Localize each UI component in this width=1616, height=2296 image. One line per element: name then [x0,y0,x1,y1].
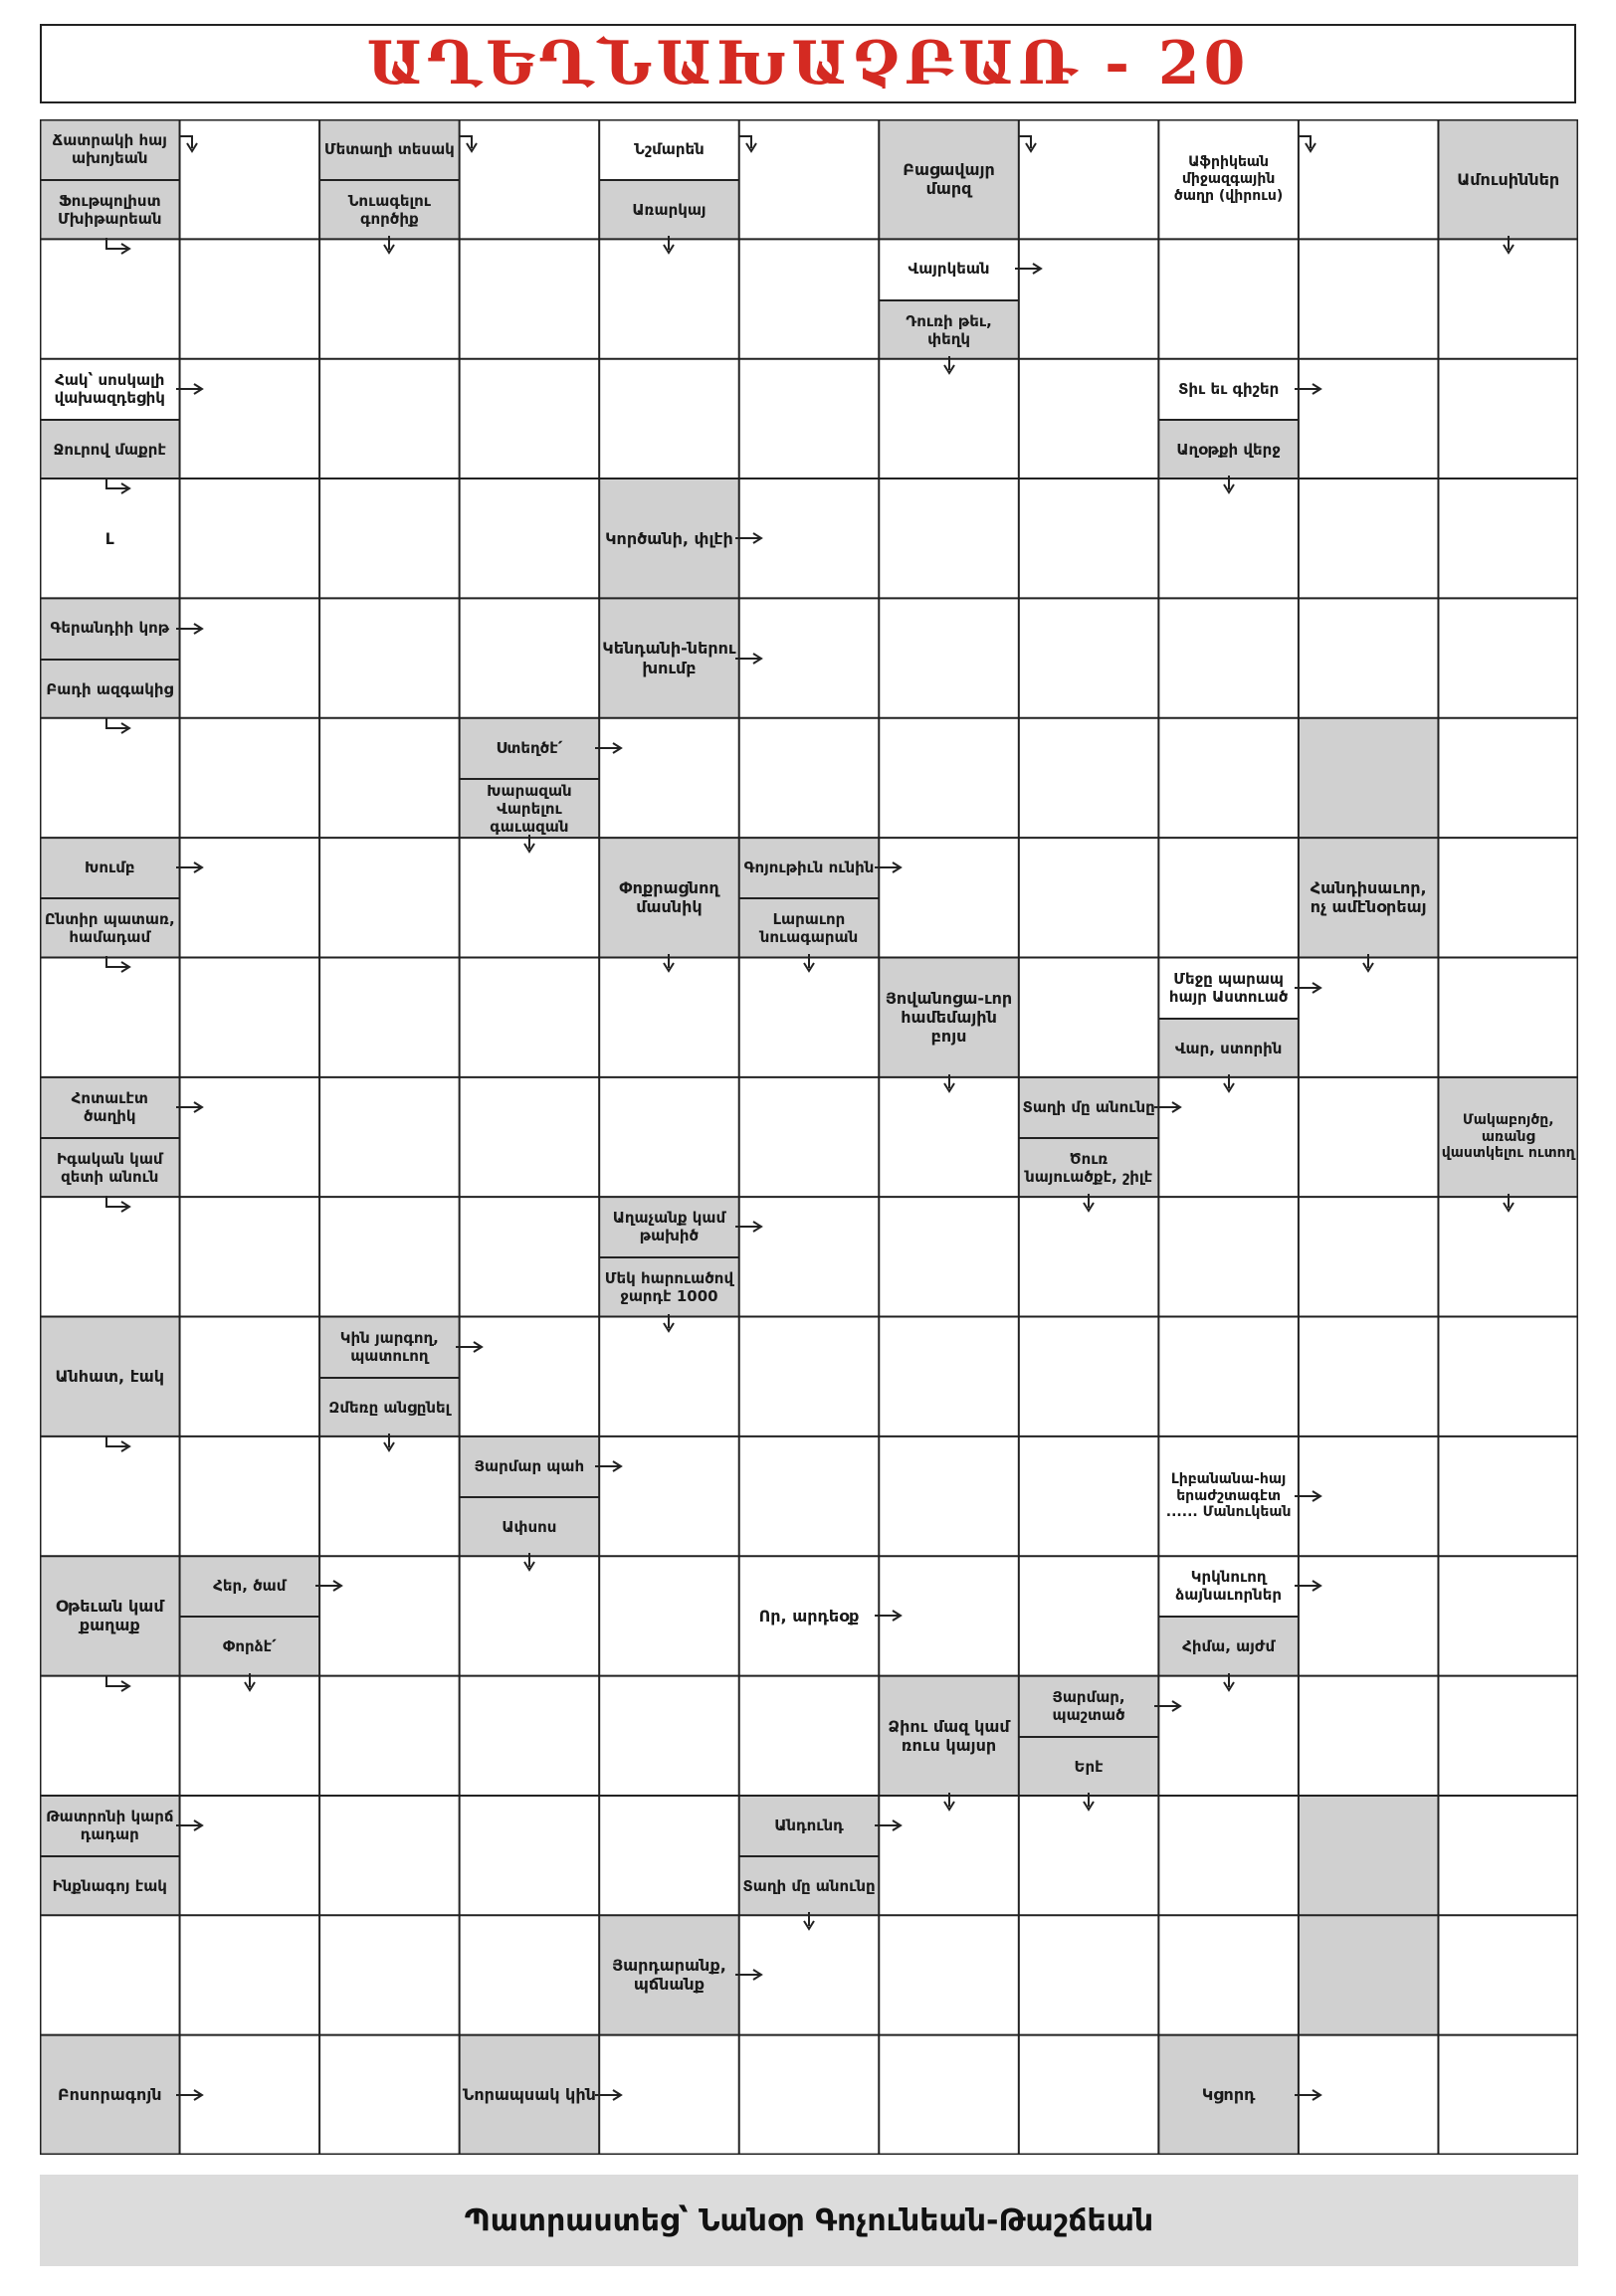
answer-cell[interactable] [460,478,600,598]
answer-cell[interactable] [319,718,460,838]
clue-text: Կրկնուող ձայնաւորներ [1158,1556,1299,1616]
answer-cell[interactable] [599,1676,739,1796]
answer-cell[interactable] [599,1796,739,1915]
clue-text: Ճատրակի հայ ախոյեան [40,119,180,179]
answer-cell[interactable] [1438,478,1578,598]
clue-text: Ձիու մազ կամ ռուս կայսր [879,1676,1019,1796]
answer-cell[interactable] [1158,718,1299,838]
answer-cell[interactable] [460,1197,600,1316]
answer-cell[interactable] [1158,598,1299,717]
answer-cell[interactable] [1158,1796,1299,1915]
answer-cell[interactable] [1299,478,1439,598]
arrow-icon [1212,475,1246,494]
answer-cell[interactable] [319,359,460,478]
arrow-icon [103,237,137,257]
answer-cell[interactable] [1438,2035,1578,2155]
answer-cell[interactable] [180,1436,320,1556]
arrow-icon [174,1097,208,1117]
answer-cell[interactable] [1019,478,1159,598]
answer-cell[interactable] [1299,1317,1439,1436]
answer-cell[interactable] [180,838,320,957]
answer-cell[interactable] [599,1556,739,1675]
clue-text: Մակաբոյծը, առանց վաստկելու ուտող [1438,1077,1578,1197]
answer-cell[interactable] [1438,1197,1578,1316]
arrow-icon [454,1337,488,1357]
clue-text: Բադի ազգակից [40,659,180,718]
arrow-icon [1293,1576,1326,1596]
answer-cell[interactable] [180,1077,320,1197]
clue-text: Որ, արդեօք [739,1556,880,1675]
clue-text: Վար, ստորին [1158,1018,1299,1077]
clue-text: Ծուռ նայուածքէ, շիլէ [1019,1137,1159,1197]
arrow-icon [103,716,137,736]
answer-cell[interactable] [1019,598,1159,717]
clue-text: Ամուսիններ [1438,119,1578,239]
answer-cell[interactable] [1438,718,1578,838]
clue-text: Գերանդիի կոթ [40,598,180,658]
answer-cell[interactable] [180,359,320,478]
clue-text: Անդունդ [739,1796,880,1855]
clue-text: Օթեւան կամ քաղաք [40,1556,180,1675]
answer-cell[interactable] [879,1197,1019,1316]
arrow-icon [1017,133,1051,153]
clue-text: Ընտիր պատառ, համադամ [40,897,180,957]
answer-cell[interactable] [180,239,320,358]
answer-cell[interactable] [599,1436,739,1556]
clue-text: Գոյութիւն ունին [739,838,880,897]
clue-text: Յարմար պահ [460,1436,600,1496]
answer-cell[interactable] [1158,478,1299,598]
answer-cell[interactable] [319,1556,460,1675]
arrow-icon [313,1576,347,1596]
clue-text: Հակ՝ սոսկալի վախազդեցիկ [40,359,180,419]
answer-cell[interactable] [319,478,460,598]
clue-text: Մեջը պարապ հայր Աստուած [1158,957,1299,1017]
answer-cell[interactable] [319,1676,460,1796]
answer-cell[interactable] [599,1317,739,1436]
answer-cell[interactable] [40,957,180,1076]
clue-text: Ինքնագոյ էակ [40,1855,180,1915]
answer-cell[interactable] [319,1436,460,1556]
arrow-icon [103,477,137,496]
answer-cell[interactable] [40,718,180,838]
clue-text: Կենդանի-ներու խումբ [599,598,739,717]
answer-cell[interactable] [1019,2035,1159,2155]
answer-cell[interactable] [599,718,739,838]
answer-cell[interactable] [1438,1436,1578,1556]
arrow-icon [733,528,767,548]
answer-cell[interactable] [40,1436,180,1556]
answer-cell[interactable] [1299,1197,1439,1316]
answer-cell[interactable] [599,359,739,478]
answer-cell[interactable] [1019,1436,1159,1556]
answer-cell[interactable] [1019,1197,1159,1316]
shaded-cell [1299,1796,1439,1915]
answer-cell[interactable] [1158,1317,1299,1436]
arrow-icon [873,858,907,877]
answer-cell[interactable] [1019,1796,1159,1915]
answer-cell[interactable] [1019,359,1159,478]
clue-text: Նուագելու գործիք [319,179,460,239]
clue-text: Լարաւոր նուագարան [739,897,880,957]
clue-text: Խումբ [40,838,180,897]
arrow-icon [873,1606,907,1626]
answer-cell[interactable] [460,1676,600,1796]
clue-text: Աղօթքի վերջ [1158,419,1299,478]
answer-cell[interactable] [1158,1676,1299,1796]
answer-cell[interactable] [739,1077,880,1197]
arrow-icon [103,1195,137,1215]
clue-text: Ջուրով մաքրէ [40,419,180,478]
shaded-cell [1299,1915,1439,2034]
arrow-icon [174,619,208,639]
answer-cell[interactable] [40,1676,180,1796]
arrow-icon [593,738,627,758]
answer-cell[interactable] [460,957,600,1076]
answer-cell[interactable] [879,478,1019,598]
answer-cell[interactable] [180,598,320,717]
answer-cell[interactable] [319,1197,460,1316]
answer-cell[interactable] [1158,1077,1299,1197]
answer-cell[interactable] [879,1796,1019,1915]
arrow-icon [733,1217,767,1237]
clue-text: Անհատ, էակ [40,1317,180,1436]
answer-cell[interactable] [460,359,600,478]
arrow-icon [174,2085,208,2105]
answer-cell[interactable] [40,1915,180,2034]
clue-text: Տաղի մը անունը [1019,1077,1159,1137]
arrow-icon [932,1792,966,1812]
answer-cell[interactable] [1299,239,1439,358]
clue-text: Ստեղծէ՛ [460,718,600,778]
clue-text: Զմեռը անցընել [319,1377,460,1436]
arrow-icon [792,953,826,973]
answer-cell[interactable] [180,1197,320,1316]
answer-cell[interactable] [460,239,600,358]
clue-text: Նշմարեն [599,119,739,179]
clue-text: Յովանոցա-ւոր համեմային բոյս [879,957,1019,1076]
answer-cell[interactable] [879,838,1019,957]
answer-cell[interactable] [1299,359,1439,478]
page-title: ԱՂԵՂՆԱԽԱՉԲԱՌ - 20 [366,29,1250,98]
clue-text: Կին յարգող, պատուող [319,1317,460,1377]
clue-text: Առարկայ [599,179,739,239]
answer-cell[interactable] [40,239,180,358]
clue-text: Լ [40,478,180,598]
clue-text: Հեր, ծամ [180,1556,320,1616]
answer-cell[interactable] [1438,1676,1578,1796]
answer-cell[interactable] [180,1915,320,2034]
clue-text: Իգական կամ զետի անուն [40,1137,180,1197]
answer-cell[interactable] [1019,239,1159,358]
arrow-icon [932,355,966,375]
clue-text: Փոքրացնող մասնիկ [599,838,739,957]
answer-cell[interactable] [879,2035,1019,2155]
arrow-icon [1293,1486,1326,1506]
answer-cell[interactable] [319,598,460,717]
answer-cell[interactable] [739,957,880,1076]
answer-cell[interactable] [1438,957,1578,1076]
arrow-icon [1152,1696,1186,1716]
answer-cell[interactable] [319,2035,460,2155]
answer-cell[interactable] [1438,1556,1578,1675]
clue-text: Հիմա, այժմ [1158,1616,1299,1675]
answer-cell[interactable] [1158,1197,1299,1316]
answer-cell[interactable] [1019,1915,1159,2034]
title-box [40,24,1576,103]
arrow-icon [873,1816,907,1835]
clue-text: Փորձէ՛ [180,1616,320,1675]
answer-cell[interactable] [1438,239,1578,358]
answer-cell[interactable] [1438,838,1578,957]
answer-cell[interactable] [739,718,880,838]
author-credit: Պատրաստեց՝ Նանօր Գոչունեան-Թաշճեան [464,2202,1154,2238]
answer-cell[interactable] [180,718,320,838]
answer-cell[interactable] [1299,1556,1439,1675]
answer-cell[interactable] [1019,718,1159,838]
shaded-cell [1299,718,1439,838]
arrow-icon [103,1435,137,1454]
answer-cell[interactable] [1019,838,1159,957]
clue-text: Տաղի մը անունը [739,1855,880,1915]
arrow-icon [1297,133,1330,153]
answer-cell[interactable] [879,1317,1019,1436]
clue-text: Կործանի, փլէի [599,478,739,598]
answer-cell[interactable] [879,359,1019,478]
answer-cell[interactable] [739,1197,880,1316]
clue-text: Կցորդ [1158,2035,1299,2155]
clue-text: Մեկ հարուածով ջարդէ 1000 [599,1256,739,1316]
arrow-icon [458,133,492,153]
clue-text: Նորապսակ կին [460,2035,600,2155]
arrow-icon [737,133,771,153]
arrow-icon [174,858,208,877]
answer-cell[interactable] [1438,1796,1578,1915]
arrow-icon [1492,1193,1525,1213]
arrow-icon [512,1552,546,1572]
clue-text: Յարմար, պաշտած [1019,1676,1159,1736]
answer-cell[interactable] [1158,838,1299,957]
clue-text: Թատրոնի կարճ դադար [40,1796,180,1855]
arrow-icon [1152,1097,1186,1117]
answer-cell[interactable] [739,239,880,358]
answer-cell[interactable] [1438,1915,1578,2034]
arrow-icon [1293,379,1326,399]
answer-cell[interactable] [739,1436,880,1556]
arrow-icon [1013,259,1047,279]
arrow-icon [103,1674,137,1694]
arrow-icon [174,1816,208,1835]
answer-cell[interactable] [879,1077,1019,1197]
arrow-icon [652,953,686,973]
arrow-icon [1072,1792,1106,1812]
clue-text: Ափսոս [460,1496,600,1556]
arrow-icon [103,955,137,975]
answer-cell[interactable] [319,1796,460,1915]
clue-text: Յարդարանք, պճնանք [599,1915,739,2034]
answer-cell[interactable] [879,1915,1019,2034]
answer-cell[interactable] [460,1317,600,1436]
arrow-icon [593,1456,627,1476]
answer-cell[interactable] [1299,957,1439,1076]
arrow-icon [1212,1672,1246,1692]
arrow-icon [1072,1193,1106,1213]
clue-text: Դուռի թեւ, փեղկ [879,299,1019,359]
answer-cell[interactable] [739,2035,880,2155]
answer-cell[interactable] [1158,239,1299,358]
answer-cell[interactable] [1299,1077,1439,1197]
answer-cell[interactable] [879,1436,1019,1556]
clue-text: Լիբանանա-հայ երաժշտագէտ ...... Մանուկեան [1158,1436,1299,1556]
answer-cell[interactable] [180,478,320,598]
arrow-icon [233,1672,267,1692]
answer-cell[interactable] [739,359,880,478]
crossword-grid [40,119,1578,2155]
clue-text: Աֆրիկեան միջազգային ծաղր (վիրուս) [1158,119,1299,239]
answer-cell[interactable] [739,1317,880,1436]
clue-text: Մետաղի տեսակ [319,119,460,179]
clue-text: Հոտաւէտ ծաղիկ [40,1077,180,1137]
answer-cell[interactable] [599,1077,739,1197]
footer [40,2175,1578,2266]
clue-text: Վայրկեան [879,239,1019,298]
clue-text: Աղաչանք կամ թախիծ [599,1197,739,1256]
answer-cell[interactable] [180,1796,320,1915]
answer-cell[interactable] [319,1915,460,2034]
answer-cell[interactable] [1299,598,1439,717]
answer-cell[interactable] [879,598,1019,717]
arrow-icon [1293,978,1326,998]
arrow-icon [372,1433,406,1452]
arrow-icon [733,1965,767,1985]
answer-cell[interactable] [1299,1676,1439,1796]
clue-text: Տիւ եւ գիշեր [1158,359,1299,419]
answer-cell[interactable] [460,1556,600,1675]
arrow-icon [593,2085,627,2105]
clue-text: Երէ [1019,1736,1159,1796]
answer-cell[interactable] [180,1317,320,1436]
answer-cell[interactable] [1438,359,1578,478]
answer-cell[interactable] [319,239,460,358]
answer-cell[interactable] [319,957,460,1076]
answer-cell[interactable] [599,957,739,1076]
arrow-icon [932,1073,966,1093]
answer-cell[interactable] [1019,957,1159,1076]
clue-text: Խարազան Վարելու գաւազան [460,778,600,838]
answer-cell[interactable] [40,1197,180,1316]
answer-cell[interactable] [180,1676,320,1796]
answer-cell[interactable] [599,239,739,358]
answer-cell[interactable] [1019,1556,1159,1675]
answer-cell[interactable] [1438,1317,1578,1436]
clue-text: Ֆութպոլիստ Մխիթարեան [40,179,180,239]
answer-cell[interactable] [460,1796,600,1915]
answer-cell[interactable] [460,598,600,717]
answer-cell[interactable] [1019,1317,1159,1436]
answer-cell[interactable] [180,957,320,1076]
answer-cell[interactable] [319,838,460,957]
arrow-icon [372,235,406,255]
answer-cell[interactable] [460,1077,600,1197]
arrow-icon [512,834,546,854]
clue-text: Հանդիսաւոր, ոչ ամէնօրեայ [1299,838,1439,957]
arrow-icon [1492,235,1525,255]
clue-text: Բացավայր մարզ [879,119,1019,239]
arrow-icon [1293,2085,1326,2105]
arrow-icon [733,649,767,669]
answer-cell[interactable] [739,1676,880,1796]
answer-cell[interactable] [1158,1915,1299,2034]
arrow-icon [652,1313,686,1333]
clue-text: Բոսորագոյն [40,2035,180,2155]
arrow-icon [652,235,686,255]
arrow-icon [1212,1073,1246,1093]
arrow-icon [174,379,208,399]
answer-cell[interactable] [460,1915,600,2034]
arrow-icon [792,1911,826,1931]
answer-cell[interactable] [879,718,1019,838]
answer-cell[interactable] [319,1077,460,1197]
arrow-icon [1351,953,1385,973]
answer-cell[interactable] [1438,598,1578,717]
answer-cell[interactable] [460,838,600,957]
arrow-icon [178,133,212,153]
